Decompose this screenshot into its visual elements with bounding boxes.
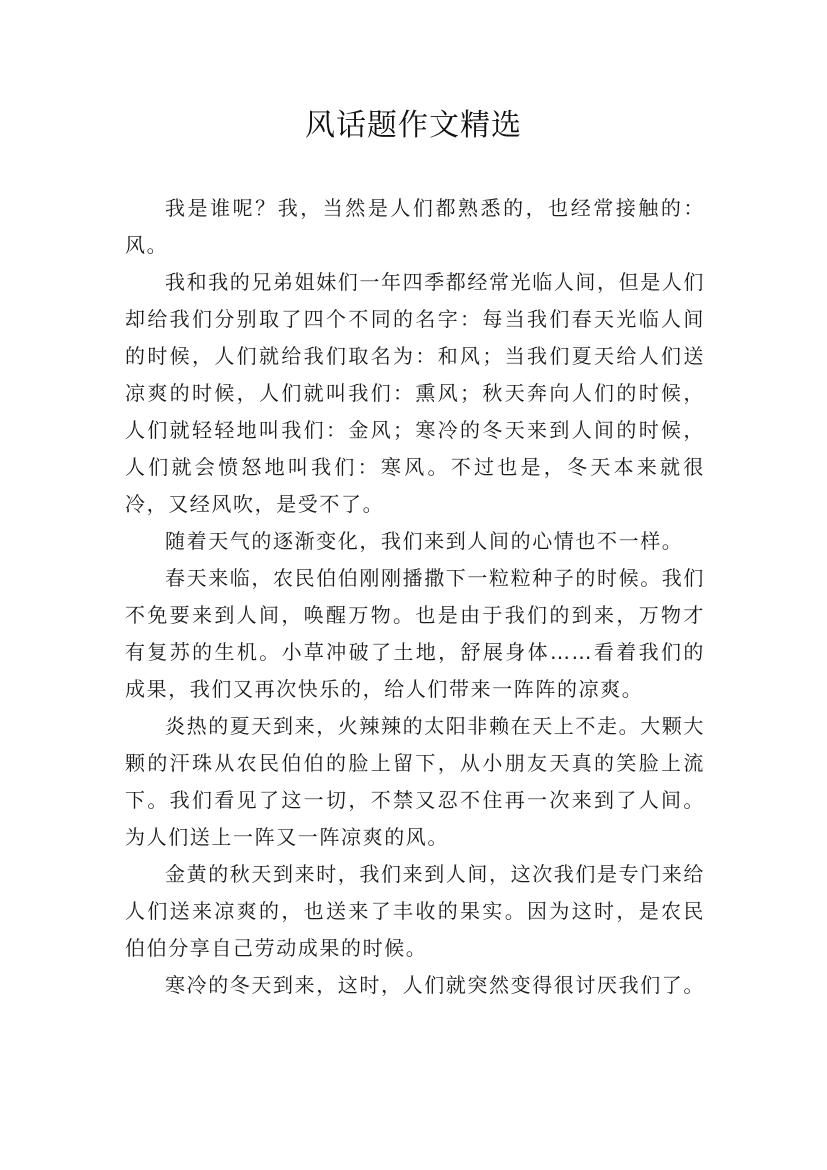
paragraph: 寒冷的冬天到来，这时，人们就突然变得很讨厌我们了。 [165, 973, 705, 997]
paragraph: 随着天气的逐渐变化，我们来到人间的心情也不一样。 [165, 529, 684, 553]
paragraph: 炎热的夏天到来，火辣辣的太阳非赖在天上不走。大颗大颗的汗珠从农民伯伯的脸上留下，从小朋友天真的笑脸上流下。我们看见了这一切，不禁又忍不住再一次来到了人间。为人们送上一阵又一阵凉爽的风。 [125, 714, 705, 849]
paragraph: 金黄的秋天到来时，我们来到人间，这次我们是专门来给人们送来凉爽的，也送来了丰收的果实。因为这时，是农民伯伯分享自己劳动成果的时候。 [125, 862, 705, 960]
document-title: 风话题作文精选 [305, 108, 522, 143]
paragraph: 春天来临，农民伯伯刚刚播撒下一粒粒种子的时候。我们不免要来到人间，唤醒万物。也是由于我们的到来，万物才有复苏的生机。小草冲破了土地，舒展身体……看着我们的成果，我们又再次快乐的，给人们带来一阵阵的凉爽。 [125, 566, 705, 701]
paragraph: 我和我的兄弟姐妹们一年四季都经常光临人间，但是人们却给我们分别取了四个不同的名字：每当我们春天光临人间的时候，人们就给我们取名为：和风；当我们夏天给人们送凉爽的时候，人们就叫我们：熏风；秋天奔向人们的时候，人们就轻轻地叫我们：金风；寒冷的冬天来到人间的时候，人们就会愤怒地叫我们：寒风。不过也是，冬天本来就很冷，又经风吹，是受不了。 [125, 270, 705, 516]
document-body [125, 190, 705, 1004]
paragraph: 我是谁呢？我，当然是人们都熟悉的，也经常接触的：风。 [125, 196, 705, 257]
